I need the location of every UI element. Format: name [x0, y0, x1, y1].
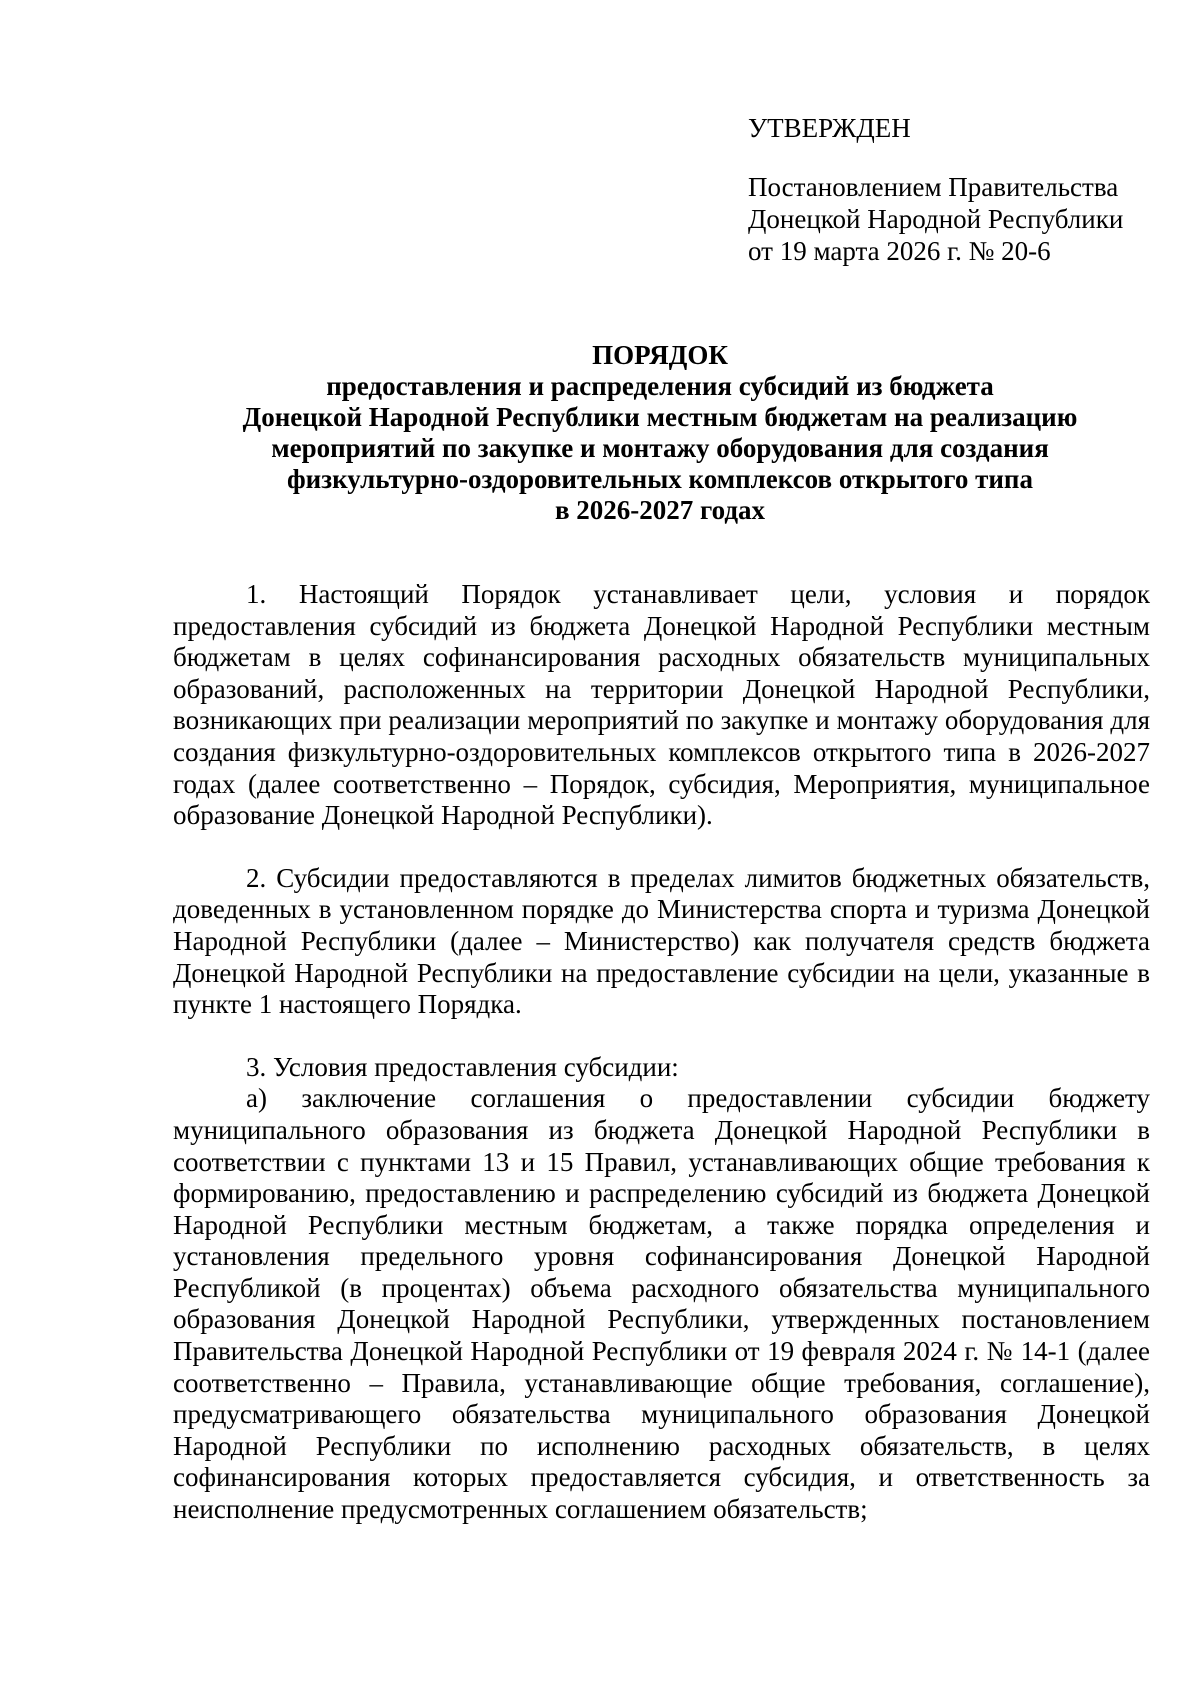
title-line: в 2026-2027 годах [554, 495, 766, 525]
approval-stamp: УТВЕРЖДЕН [748, 113, 911, 143]
paragraph-spacer [173, 1021, 1150, 1052]
paragraph-1: 1. Настоящий Порядок устанавливает цели, условия и порядок предоставления субсидий из бюджета Донецкой Народной Республики местным бюджетам в целях софинансирования расходных обязательств муниципальных образований, расположенных на территории Донецкой Народной Республики, возникающих при реализации мероприятий по закупке и монтажу оборудования для создания физкультурно-оздоровительных комплексов открытого типа в 2026-2027 годах (далее соответственно – Порядок, субсидия, Мероприятия, муниципальное образование Донецкой Народной Республики). [173, 579, 1150, 831]
approval-line: Донецкой Народной Республики [748, 204, 1124, 234]
approval-block [748, 112, 1168, 267]
approval-line: Постановлением Правительства [748, 172, 1119, 202]
title-line: предоставления и распределения субсидий из бюджета [326, 371, 994, 401]
paragraph-3-heading: 3. Условия предоставления субсидии: [246, 1051, 679, 1082]
paragraph-3a: а) заключение соглашения о предоставлении субсидии бюджету муниципального образования из бюджета Донецкой Народной Республики в соответствии с пунктами 13 и 15 Правил, устанавливающих общие требования к формированию, предоставлению и распределению субсидий из бюджета Донецкой Народной Республики местным бюджетам, а также порядка определения и установления предельного уровня софинансирования Донецкой Народной Республикой (в процентах) объема расходного обязательства муниципального образования Донецкой Народной Республики, утвержденных постановлением Правительства Донецкой Народной Республики от 19 февраля 2024 г. № 14-1 (далее соответственно – Правила, устанавливающие общие требования, соглашение), предусматривающего обязательства муниципального образования Донецкой Народной Республики по исполнению расходных обязательств, в целях софинансирования которых предоставляется субсидия, и ответственность за неисполнение предусмотренных соглашением обязательств; [173, 1083, 1150, 1525]
title-line: мероприятий по закупке и монтажу оборудования для создания [271, 433, 1049, 463]
title-line: Донецкой Народной Республики местным бюджетам на реализацию [242, 402, 1078, 432]
approval-line: от 19 марта 2026 г. № 20-6 [748, 236, 1051, 266]
paragraph-2: 2. Субсидии предоставляются в пределах лимитов бюджетных обязательств, доведенных в установленном порядке до Министерства спорта и туризма Донецкой Народной Республики (далее – Министерство) как получателя средств бюджета Донецкой Народной Республики на предоставление субсидии на цели, указанные в пункте 1 настоящего Порядка. [173, 862, 1150, 1020]
title-line: физкультурно-оздоровительных комплексов открытого типа [287, 464, 1033, 494]
title-heading: ПОРЯДОК [592, 340, 728, 370]
document-body [173, 579, 1150, 1526]
paragraph-spacer [173, 832, 1150, 863]
document-title [160, 340, 1160, 526]
